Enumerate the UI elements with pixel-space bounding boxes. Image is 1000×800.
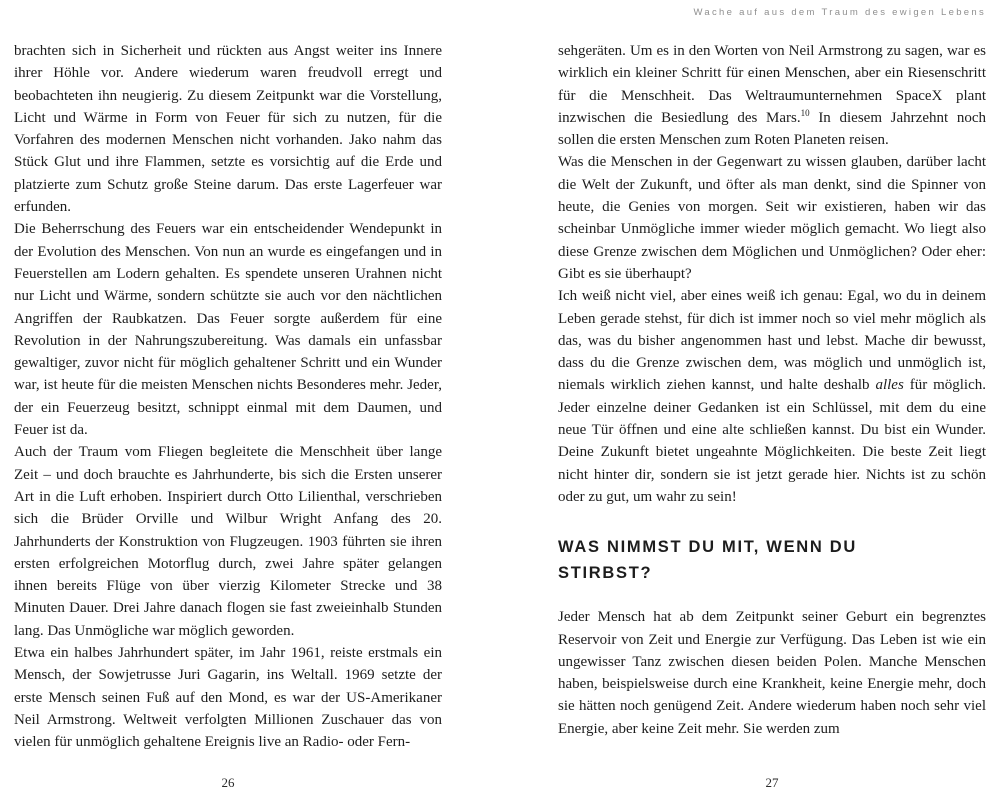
- paragraph: Jeder Mensch hat ab dem Zeitpunkt seiner Geburt ein begrenztes Reservoir von Zeit und Energie zur Verfügung. Das Leben ist wie ein ungewisser Tanz zwischen diesen beiden Polen. Manche Menschen haben, beispielsweise durch eine Krankheit, keine Energie mehr, doch sie hätten noch genügend Zeit. Andere wiederum haben noch sehr viel Energie, aber keine Zeit mehr. Sie werden zum: [558, 609, 986, 737]
- paragraph: Etwa ein halbes Jahrhundert später, im Jahr 1961, reiste erstmals ein Mensch, der Sowjetrusse Juri Gagarin, ins Weltall. 1969 setzte der erste Mensch seinen Fuß auf den Mond, es war der US-Amerikaner Neil Armstrong. Weltweit verfolgten Millionen Zuschauer das von vielen für unmöglich gehaltene Ereignis live an Radio- oder Fern-: [14, 645, 442, 751]
- footnote-marker: 10: [800, 107, 810, 118]
- paragraph-text: für möglich. Jeder einzelne deiner Gedanken ist ein Schlüssel, mit dem du eine neue Tür öffnen und eine alte schließen kannst. Du bist ein Wunder. Deine Zukunft bietet ungeahnte Möglichkeiten. Die beste Zeit liegt nicht hinter dir, sondern sie ist jetzt gerade hier. Nichts ist zu schön oder zu gut, um wahr zu sein!: [558, 377, 986, 505]
- paragraph-text: sehgeräten. Um es in den Worten von Neil Armstrong zu sagen, war es wirklich ein kleiner Schritt für einen Menschen, aber ein Riesenschritt für die Menschheit. Das Weltraumunternehmen SpaceX plant inzwischen die Besiedlung des Mars.: [558, 43, 986, 126]
- right-page-text: [558, 40, 986, 762]
- paragraph: [558, 285, 986, 508]
- page-number-left: 26: [221, 775, 235, 790]
- running-header: Wache auf aus dem Traum des ewigen Lebens: [693, 7, 986, 18]
- paragraph: brachten sich in Sicherheit und rückten aus Angst weiter ins Innere ihrer Höhle vor. Andere wiederum waren freudvoll erregt und beobachteten ihn neugierig. Zu diesem Zeitpunkt war die Vorstellung, Licht und Wärme in Form von Feuer für sich zu nutzen, für die Vorfahren des modernen Menschen nicht vorhanden. Jako nahm das Stück Glut und ihre Flammen, setzte es vorsichtig auf die Erde und platzierte zum Schutz große Steine darum. Das erste Lagerfeuer war erfunden.: [14, 43, 442, 216]
- emphasized-word: alles: [875, 377, 904, 394]
- section-heading: WAS NIMMST DU MIT, WENN DU STIRBST?: [558, 538, 858, 583]
- paragraph: Auch der Traum vom Fliegen begleitete die Menschheit über lange Zeit – und doch brauchte es Jahrhunderte, bis sich die Ersten unserer Art in die Luft erhoben. Inspiriert durch Otto Lilienthal, verschrieben sich die Brüder Orville und Wilbur Wright Anfang des 20. Jahrhunderts der Konstruktion von Flugzeugen. 1903 führten sie ihren ersten erfolgreichen Motorflug durch, zwei Jahre später gelangen ihnen bereits Flüge von über vierzig Kilometer Strecke und 38 Minuten Dauer. Drei Jahre danach flogen sie fast zweieinhalb Stunden lang. Das Unmögliche war möglich geworden.: [14, 444, 442, 639]
- paragraph: Was die Menschen in der Gegenwart zu wissen glauben, darüber lacht die Welt der Zukunft, und öfter als man denkt, sind die Spinner von heute, die Genies von morgen. Seit wir existieren, haben wir das scheinbar Unmögliche immer wieder möglich gemacht. Wo liegt also diese Grenze zwischen dem Möglichen und Unmöglichen? Oder eher: Gibt es sie überhaupt?: [558, 154, 986, 282]
- paragraph-text: Ich weiß nicht viel, aber eines weiß ich genau: Egal, wo du in deinem Leben gerade stehst, für dich ist immer noch so viel mehr möglich als das, was du bisher angenommen hast und lebst. Mache dir bewusst, dass du die Grenze zwischen dem, was möglich und unmöglich ist, niemals wirklich ziehen kannst, und halte deshalb: [558, 288, 986, 394]
- paragraph-text: In diesem Jahrzehnt noch sollen die ersten Menschen zum Roten Planeten reisen.: [558, 109, 986, 149]
- paragraph: Die Beherrschung des Feuers war ein entscheidender Wendepunkt in der Evolution des Menschen. Von nun an wurde es eingefangen und in Feuerstellen am Lodern gehalten. Es spendete unseren Urahnen nicht nur Licht und Wärme, sondern schützte sie auch vor den nächtlichen Angriffen der Raubkatzen. Das Feuer sorgte außerdem für eine Revolution in der Nahrungszubereitung. Was damals ein unfassbar gewaltiger, zuvor nicht für möglich gehaltener Schritt und ein Wunder war, ist heute für die meisten Menschen nichts Besonderes mehr. Jeder, der ein Feuerzeug besitzt, schnippt einmal mit dem Daumen, und Feuer ist da.: [14, 221, 442, 439]
- left-page-text: [14, 40, 442, 762]
- page-number-right: 27: [765, 775, 779, 790]
- paragraph: [558, 40, 986, 151]
